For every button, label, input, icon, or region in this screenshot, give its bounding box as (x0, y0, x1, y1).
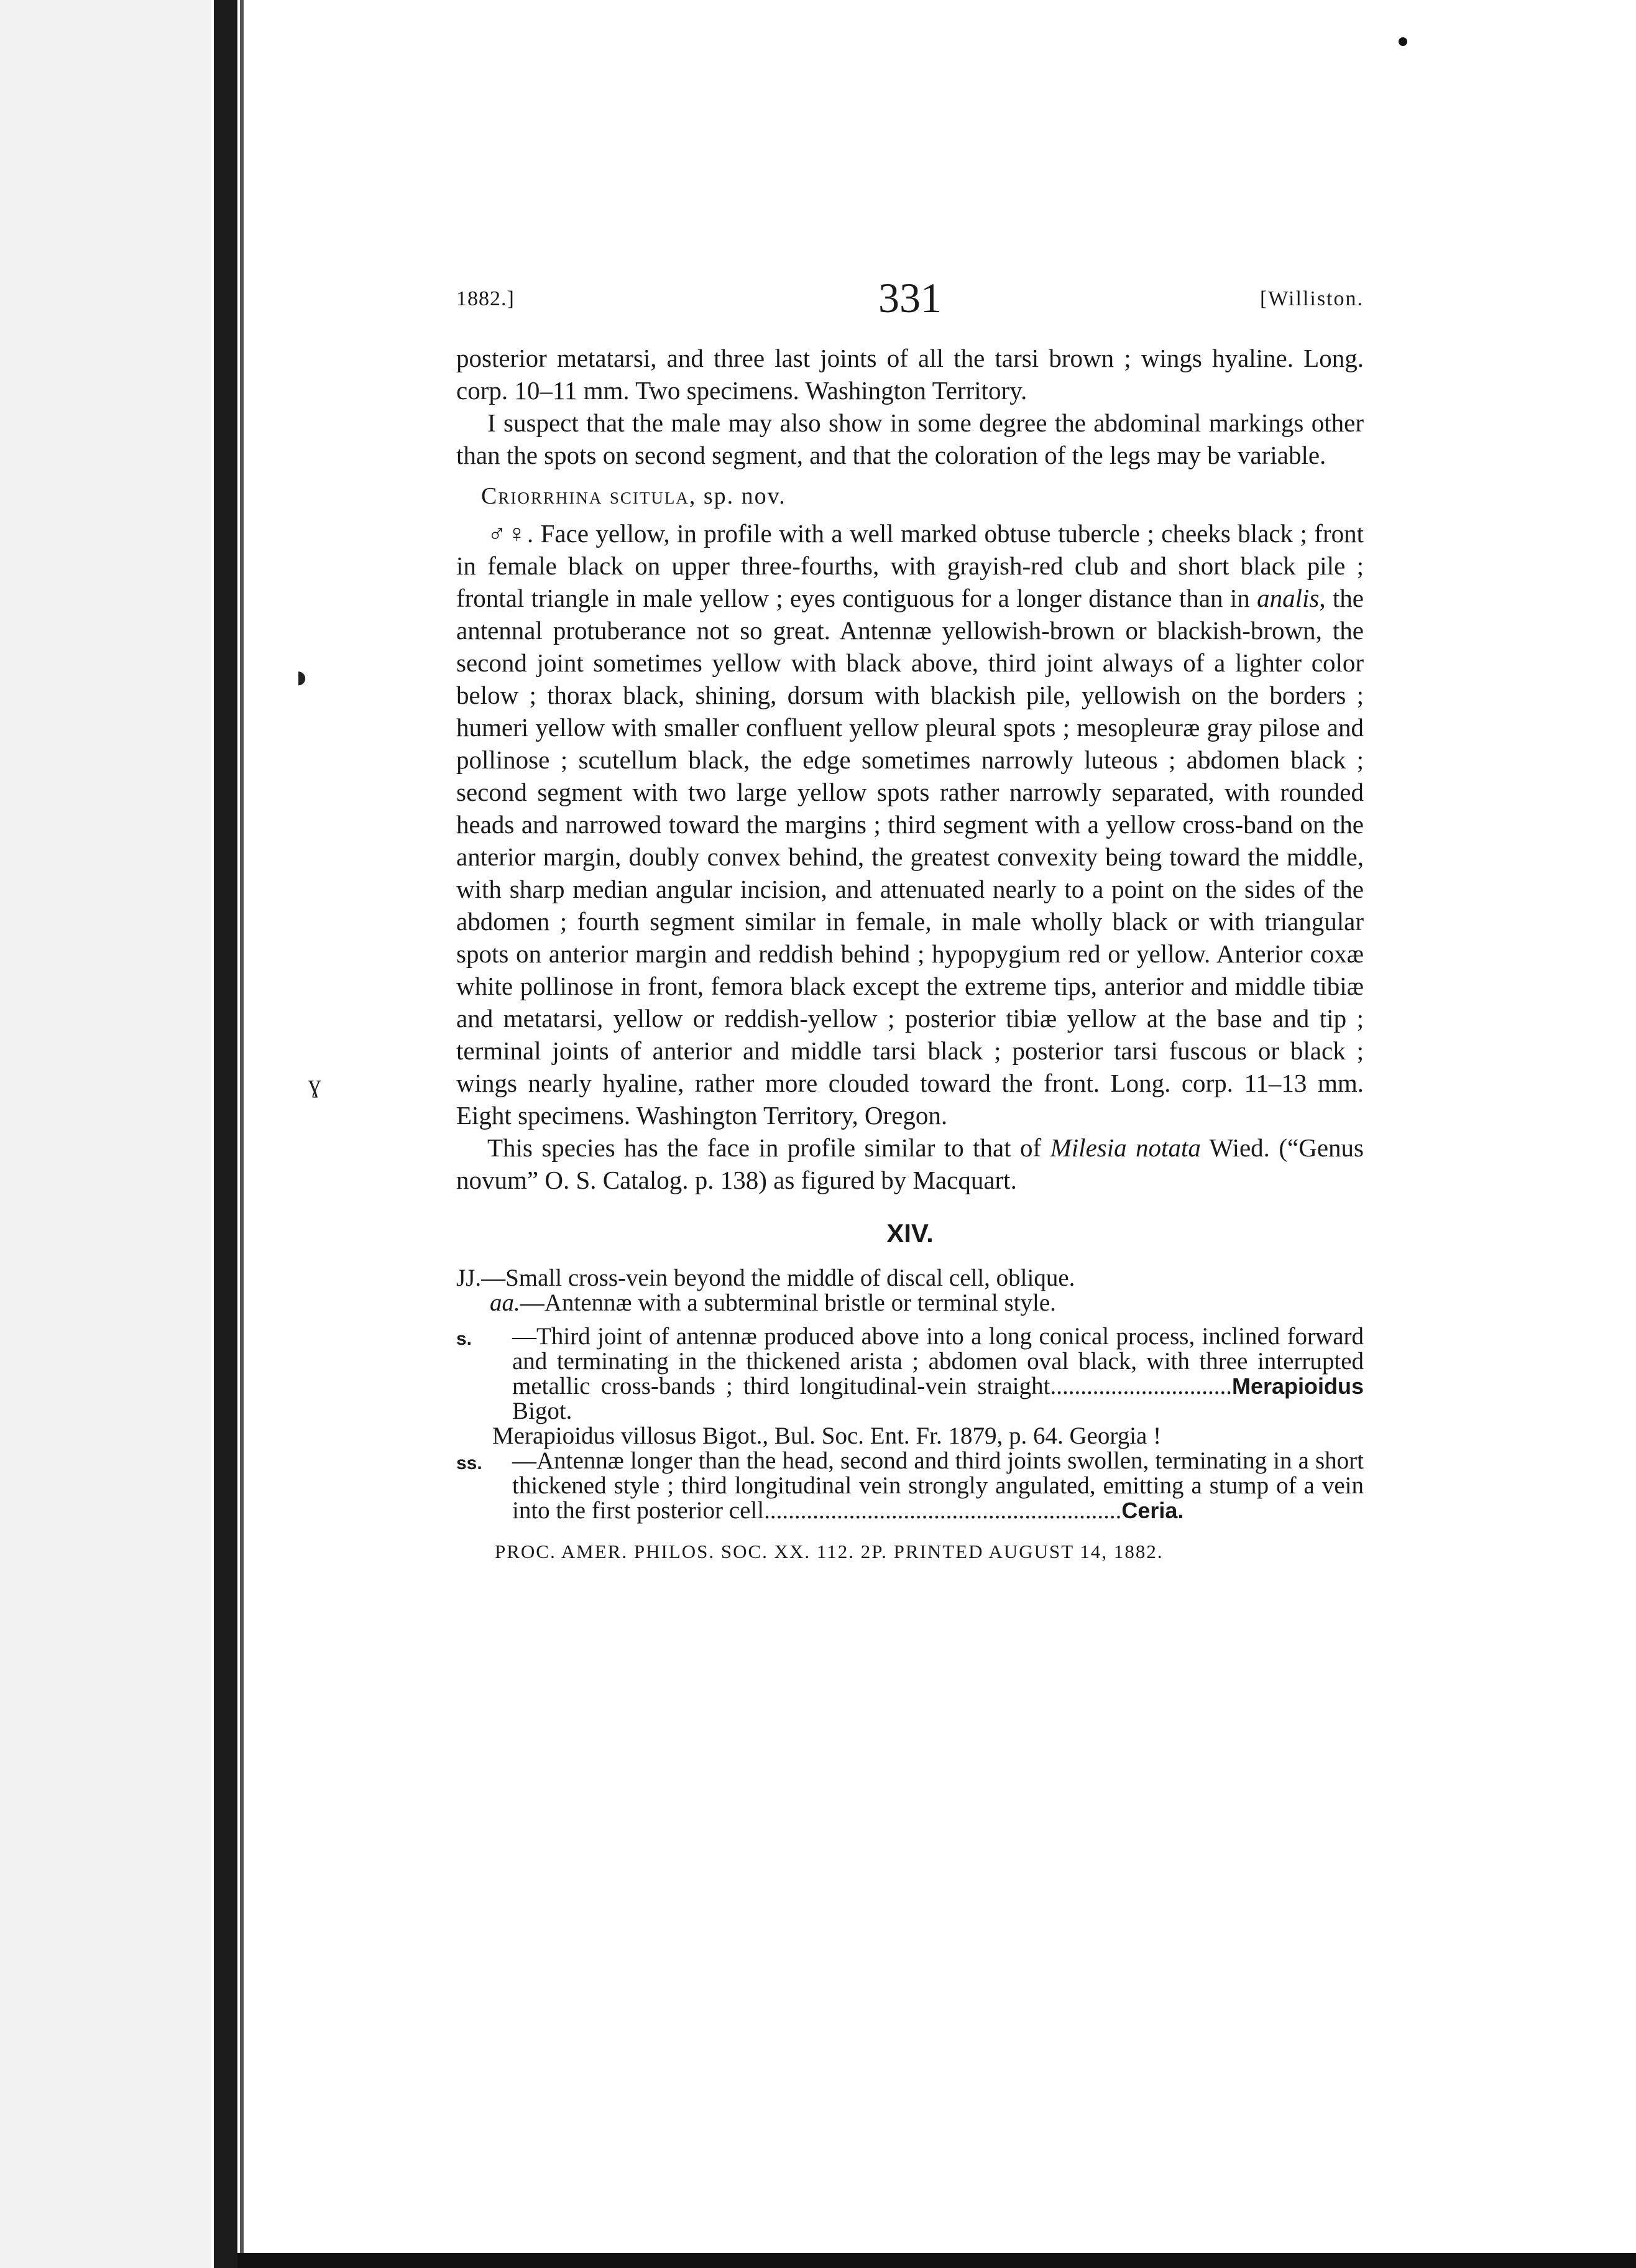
key-label-s: s. (456, 1329, 472, 1349)
margin-mark: ◗ (292, 660, 312, 695)
leader-dots: ........................................................... (764, 1497, 1122, 1524)
description-part-2: , the antennal protuberance not so great. Antennæ yellowish-brown or blackish-brown, the second joint sometimes yellow with black above, third joint always of a lighter color below ; thorax black, shining, dorsum with blackish pile, yellowish on the borders ; humeri yellow with smaller confluent yellow pleural spots ; mesopleuræ gray pilose and pollinose ; scutellum black, the edge sometimes narrowly luteous ; abdomen black ; second segment with two large yellow spots rather narrowly separated, with rounded heads and narrowed toward the margins ; third segment with a yellow cross-band on the anterior margin, doubly convex behind, the greatest convexity being toward the middle, with sharp median angular incision, and attenuated nearly to a point on the sides of the abdomen ; fourth segment similar in female, in male wholly black or with triangular spots on anterior margin and reddish behind ; hypopygium red or yellow. Anterior coxæ white pollinose in front, femora black except the extreme tips, anterior and middle tibiæ and metatarsi, yellow or reddish-yellow ; posterior tibiæ yellow at the base and tip ; terminal joints of anterior and middle tarsi black ; posterior tarsi fuscous or black ; wings nearly hyaline, rather more clouded toward the front. Long. corp. 11–13 mm. Eight specimens. Washington Territory, Oregon. (456, 584, 1364, 1130)
key-text-ss: —Antennæ longer than the head, second and third joints swollen, terminating in a short thickened style ; third longitudinal vein strongly angulated, emitting a stump of a vein into the first posterior cell (512, 1447, 1364, 1524)
printing-footer: PROC. AMER. PHILOS. SOC. XX. 112. 2P. PRINTED AUGUST 14, 1882. (495, 1541, 1164, 1562)
key-entry-ss (456, 1449, 1364, 1523)
key-entry-s (456, 1324, 1364, 1424)
genus-merapioidus: Merapioidus (1231, 1373, 1364, 1399)
key-entry-s-text (512, 1324, 1364, 1424)
description-part-1: Face yellow, in profile with a well marked obtuse tubercle ; cheeks black ; front in female black on upper three-fourths, with grayish-red club and short black pile ; frontal triangle in male yellow ; eyes contiguous for a longer distance than in (456, 519, 1364, 612)
bottom-scan-edge (237, 2253, 1636, 2268)
header-author: [Williston. (1259, 287, 1364, 310)
key-text-jj: —Small cross-vein beyond the middle of discal cell, oblique. (481, 1265, 1075, 1291)
key-text-s: —Third joint of antennæ produced above into a long conical process, inclined forward and terminating in the thickened arista ; abdomen oval black, with three interrupted metallic cross-bands ; third longitudinal-vein straight (512, 1323, 1364, 1399)
genus-author: Bigot. (512, 1398, 572, 1424)
species-heading (481, 482, 1364, 510)
identification-key (456, 1266, 1364, 1523)
key-label-jj: JJ. (456, 1265, 482, 1291)
species-suffix: sp. nov. (696, 483, 786, 509)
paragraph-continued: posterior metatarsi, and three last joints of all the tarsi brown ; wings hyaline. Long. corp. 10–11 mm. Two specimens. Washington Territory. (456, 344, 1364, 405)
section-heading: XIV. (886, 1219, 934, 1248)
facing-page-margin (0, 0, 211, 2268)
analis-reference: analis (1257, 584, 1320, 612)
key-text-aa: —Antennæ with a subterminal bristle or terminal style. (520, 1289, 1056, 1316)
genus-ceria: Ceria. (1121, 1498, 1184, 1523)
page-number: 331 (878, 274, 942, 321)
header-year: 1882.] (456, 287, 515, 310)
margin-mark: ɣ (308, 1070, 321, 1098)
binding-shadow (214, 0, 237, 2268)
key-line-aa (456, 1291, 1364, 1316)
key-label-ss: ss. (456, 1453, 482, 1473)
species-description (456, 517, 1364, 1132)
scan-speck (1399, 37, 1407, 46)
key-line-jj (456, 1266, 1364, 1291)
leader-dots: .............................. (1050, 1373, 1232, 1399)
sex-symbols: ♂♀. (487, 519, 534, 548)
milesia-reference: Milesia notata (1050, 1133, 1201, 1162)
key-label-aa: aa. (490, 1289, 520, 1316)
species-name: Criorrhina scitula, (481, 483, 697, 509)
paragraph-suspect: I suspect that the male may also show in some degree the abdominal markings other than the spots on second segment, and that the coloration of the legs may be variable. (456, 408, 1364, 469)
comparison-part-2: Wied. (“Genus novum” O. S. Catalog. p. 138) as figured by Macquart. (456, 1133, 1364, 1194)
page-content (456, 274, 1364, 1563)
comparison-part-1: This species has the face in profile similar to that of (487, 1133, 1050, 1162)
binding-edge (240, 0, 244, 2268)
paragraph-comparison (456, 1132, 1364, 1196)
species-record: Merapioidus villosus Bigot., Bul. Soc. Ent. Fr. 1879, p. 64. Georgia ! (492, 1422, 1162, 1449)
running-header (456, 274, 1364, 342)
key-entry-ss-text (512, 1449, 1364, 1523)
